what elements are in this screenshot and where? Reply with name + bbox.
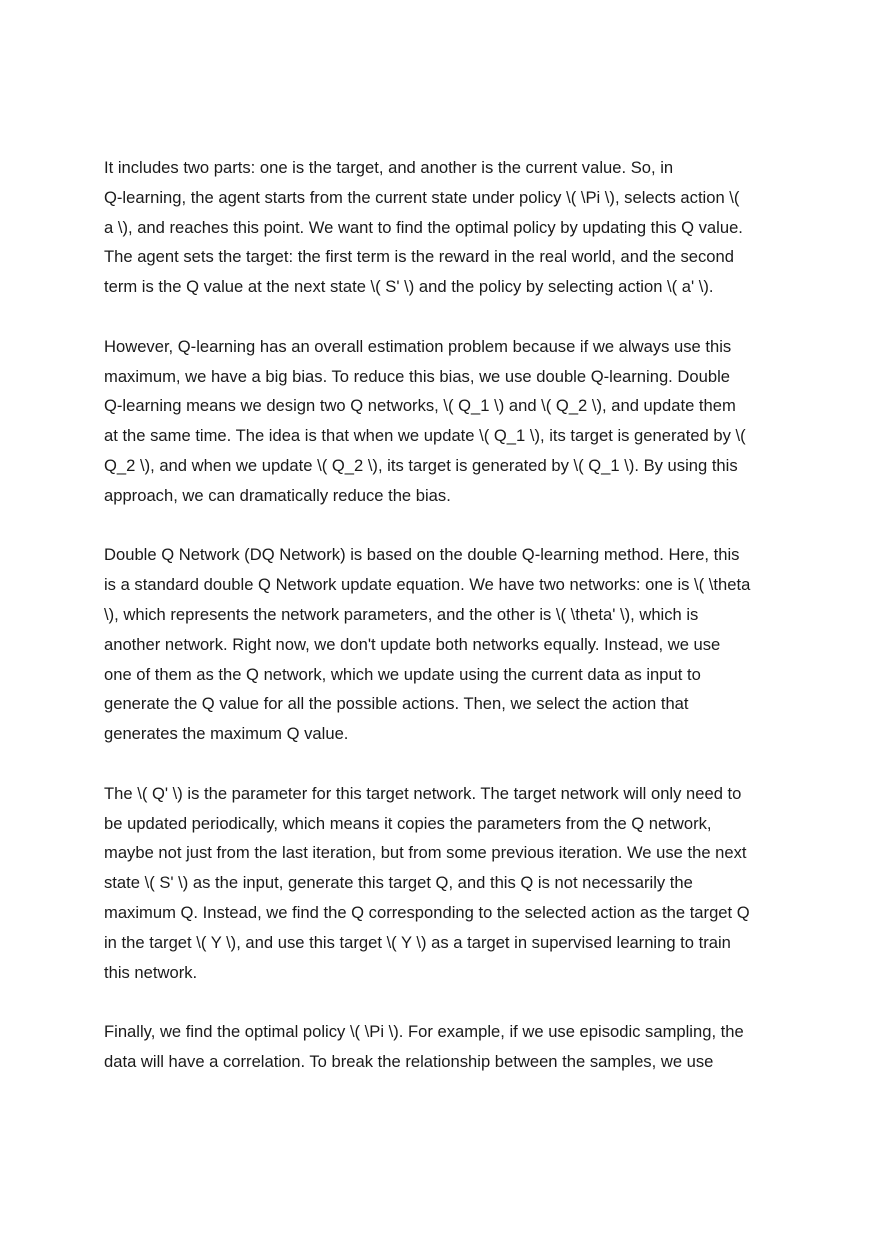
text-line: a \), and reaches this point. We want to find the optimal policy by updating this Q value. bbox=[104, 217, 743, 237]
text-line: Double Q Network (DQ Network) is based on the double Q-learning method. Here, this bbox=[104, 545, 740, 565]
paragraph-optimal-policy bbox=[104, 1017, 780, 1077]
text-line: is a standard double Q Network update equation. We have two networks: one is \( \theta bbox=[104, 575, 751, 595]
text-line: Q-learning, the agent starts from the current state under policy \( \Pi \), selects action \( bbox=[104, 187, 740, 207]
paragraph-double-q-learning bbox=[104, 332, 780, 511]
text-line: \), which represents the network parameters, and the other is \( \theta' \), which is bbox=[104, 604, 699, 624]
text-line: generate the Q value for all the possible actions. Then, we select the action that bbox=[104, 694, 689, 714]
text-line: maximum Q. Instead, we find the Q corresponding to the selected action as the target Q bbox=[104, 902, 750, 922]
text-line: in the target \( Y \), and use this target \( Y \) as a target in supervised learning to train bbox=[104, 932, 731, 952]
text-line: maybe not just from the last iteration, but from some previous iteration. We use the next bbox=[104, 843, 747, 863]
text-line: The \( Q' \) is the parameter for this target network. The target network will only need to bbox=[104, 783, 742, 803]
text-line: maximum, we have a big bias. To reduce this bias, we use double Q-learning. Double bbox=[104, 366, 730, 386]
text-line: be updated periodically, which means it copies the parameters from the Q network, bbox=[104, 813, 712, 833]
text-line: Q_2 \), and when we update \( Q_2 \), its target is generated by \( Q_1 \). By using this bbox=[104, 455, 738, 475]
text-line: Q-learning means we design two Q networks, \( Q_1 \) and \( Q_2 \), and update them bbox=[104, 396, 736, 416]
document-body bbox=[104, 153, 780, 1107]
text-line: Finally, we find the optimal policy \( \Pi \). For example, if we use episodic sampling, the bbox=[104, 1022, 744, 1042]
text-line: at the same time. The idea is that when we update \( Q_1 \), its target is generated by \( bbox=[104, 426, 746, 446]
text-line: another network. Right now, we don't update both networks equally. Instead, we use bbox=[104, 634, 721, 654]
text-line: However, Q-learning has an overall estimation problem because if we always use this bbox=[104, 336, 732, 356]
text-line: approach, we can dramatically reduce the bias. bbox=[104, 485, 451, 505]
text-line: this network. bbox=[104, 962, 198, 982]
text-line: generates the maximum Q value. bbox=[104, 724, 349, 744]
text-line: It includes two parts: one is the target, and another is the current value. So, in bbox=[104, 158, 674, 177]
text-line: data will have a correlation. To break the relationship between the samples, we use bbox=[104, 1051, 714, 1071]
text-line: term is the Q value at the next state \( S' \) and the policy by selecting action \( a' \). bbox=[104, 277, 714, 297]
paragraph-dq-network bbox=[104, 540, 780, 749]
paragraph-target-network bbox=[104, 779, 780, 988]
text-line: The agent sets the target: the first term is the reward in the real world, and the second bbox=[104, 247, 734, 267]
text-line: state \( S' \) as the input, generate this target Q, and this Q is not necessarily the bbox=[104, 873, 693, 893]
paragraph-q-learning-target bbox=[104, 153, 780, 302]
text-line: one of them as the Q network, which we update using the current data as input to bbox=[104, 664, 701, 684]
